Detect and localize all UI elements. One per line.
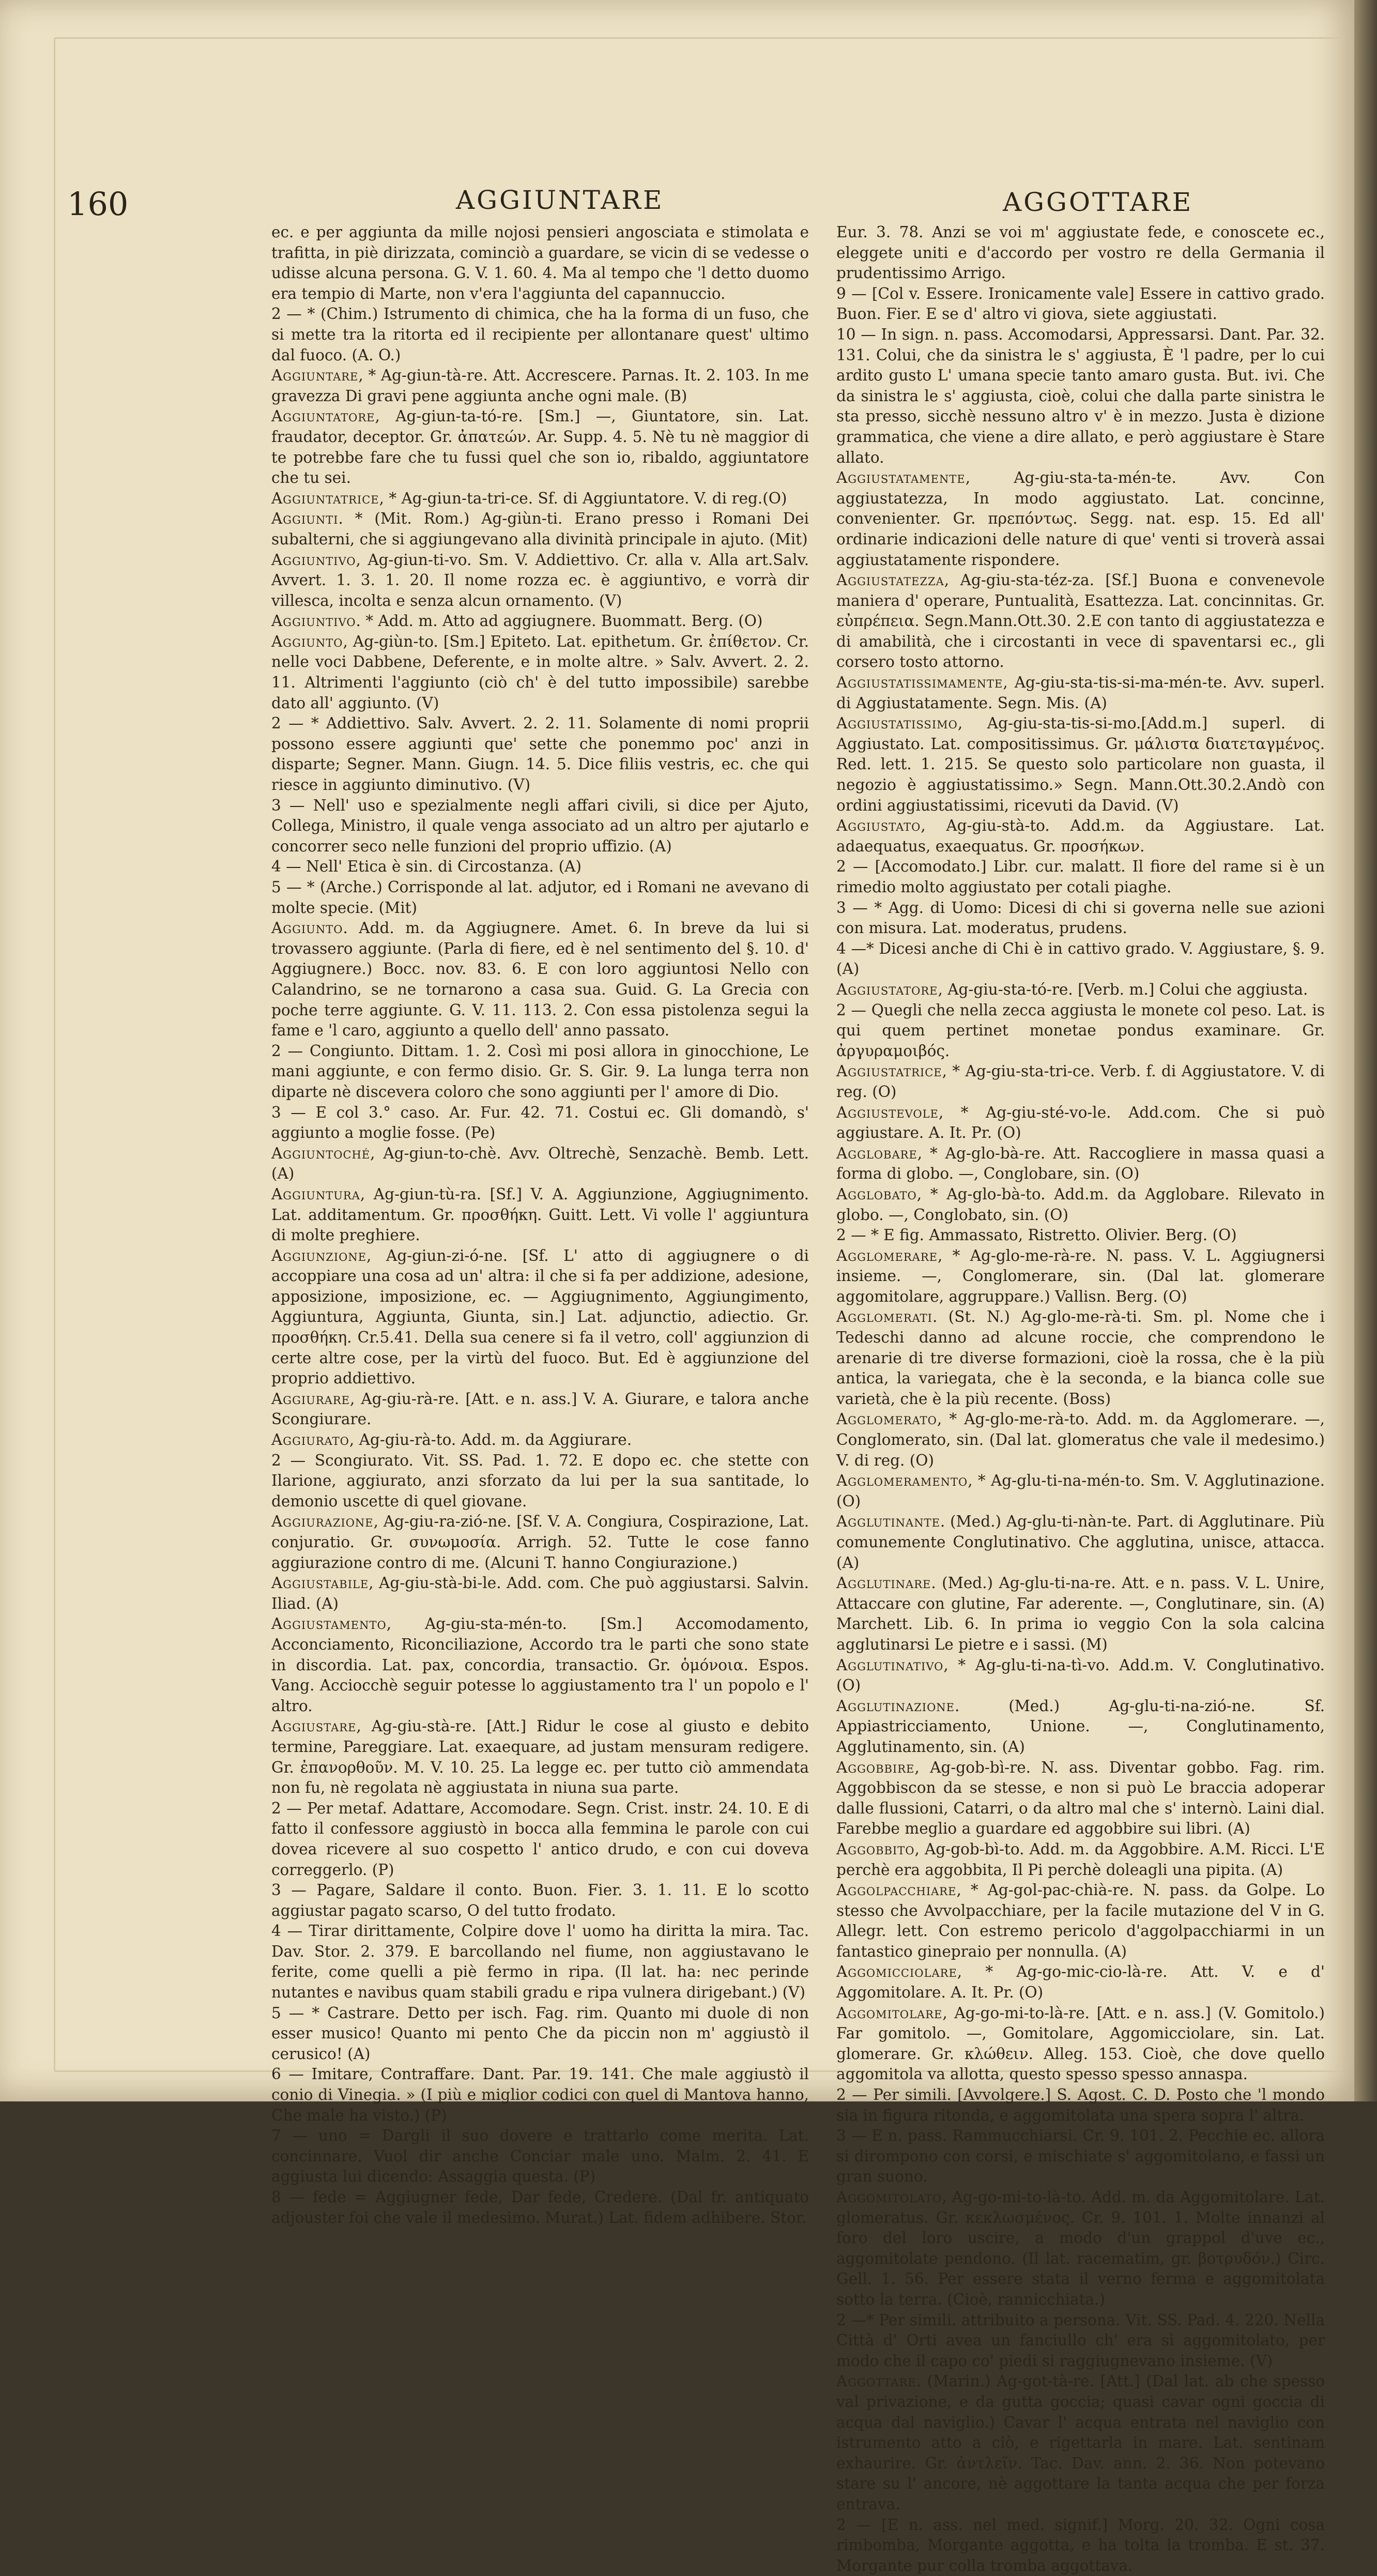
- dictionary-entry: [271, 489, 809, 509]
- entry-text: , Ag-giu-ra-zió-ne. [Sf. V. A. Congiura, Cospirazione, Lat. conjuratio. Gr. συνωμοσία. Arrigh. 52. Tutte le cose fanno aggiurazione contro di me. (Alcuni T. hanno Congiurazione.): [271, 1513, 809, 1571]
- entry-headword: Aggiustamento: [271, 1615, 387, 1633]
- dictionary-entry: [271, 1389, 809, 1430]
- entry-text: 9 — [Col v. Essere. Ironicamente vale] Essere in cattivo grado. Buon. Fier. E se d' altro vi giova, siete aggiustati.: [836, 285, 1325, 323]
- entry-headword: Agglomeramento: [836, 1472, 968, 1489]
- dictionary-entry: [271, 918, 809, 1041]
- entry-headword: Aggolpacchiare: [836, 1881, 956, 1899]
- entry-headword: Aggiustevole: [836, 1104, 939, 1121]
- entry-text: . (St. N.) Ag-glo-me-rà-ti. Sm. pl. Nome che i Tedeschi danno ad alcune roccie, che comprendono le arenarie di tre diverse formazioni, cioè la rossa, che è la più antica, la variegata, che è la seconda, e la bianca colle sue varietà, che è la più recente. (Boss): [836, 1308, 1325, 1407]
- dictionary-entry: [271, 304, 809, 365]
- entry-text: 3 — E n. pass. Rammucchiarsi. Cr. 9. 101. 2. Pecchie ec. allora si dirompono con corsi, e mischiate s' aggomitolano, e fassi un gran suono.: [836, 2127, 1325, 2185]
- entry-text: , Ag-go-mi-to-là-to. Add. m. da Aggomitolare. Lat. glomeratus. Gr. κεκλωσμένος. Cr. 9. 101. 1. Molte innanzi al foro del loro uscire, a modo d'un grappol d'uve ec., aggomitolate pendono. (Il lat. racematim, gr. βοτρυδόν.) Circ. Gell. 1. 56. Per essere stata il verno ferma e aggomitolata sotto la terra. (Cioè, rannicchiata.): [836, 2188, 1325, 2308]
- entry-text: , * Ag-go-mic-cio-là-re. Att. V. e d' Aggomitolare. A. It. Pr. (O): [836, 1963, 1325, 2001]
- dictionary-entry: [836, 673, 1325, 713]
- entry-headword: Agglomerati: [836, 1308, 932, 1325]
- entry-headword: Aggobbito: [836, 1840, 914, 1858]
- entry-headword: Aggiunto: [271, 633, 343, 650]
- entry-text: , Ag-giu-stà-re. [Att.] Ridur le cose al giusto e debito termine, Pareggiare. Lat. exaequare, ad justam mensuram redigere. Gr. ἐπανορθοῦν. M. V. 10. 25. La legge ec. per tutto ciò ammendata non fu, nè regolata nè aggiustata in niuna sua parte.: [271, 1717, 809, 1796]
- entry-text: , * Ag-glo-me-rà-re. N. pass. V. L. Aggiugnersi insieme. —, Conglomerare, sin. (Dal lat. glomerare aggomitolare, aggruppare.) Vallisn. Berg. (O): [836, 1247, 1325, 1305]
- entry-text: , Ag-gob-bì-to. Add. m. da Aggobbire. A.M. Ricci. L'E perchè era aggobbita, Il Pi perchè doleagli una pipita. (A): [836, 1840, 1325, 1879]
- entry-text: , Ag-gob-bì-re. N. ass. Diventar gobbo. Fag. rim. Aggobbiscon da se stesse, e non si può Le braccia adoperar dalle flussioni, Catarri, o da altro mal che s' internò. Laini dial. Farebbe meglio a guardare ed aggobbire sui libri. (A): [836, 1759, 1325, 1838]
- entry-headword: Agglutinante: [836, 1513, 940, 1530]
- dictionary-entry: [836, 468, 1325, 570]
- dictionary-entry: [271, 550, 809, 612]
- entry-text: 2 — Scongiurato. Vit. SS. Pad. 1. 72. E dopo ec. che stette con Ilarione, aggiurato, anzi sforzato da lui per la sua santitade, lo demonio uscette di quel giovane.: [271, 1452, 809, 1510]
- dictionary-entry: [271, 1184, 809, 1246]
- dictionary-entry: [271, 1614, 809, 1716]
- dictionary-entry: [836, 2085, 1325, 2126]
- dictionary-entry: [836, 1471, 1325, 1512]
- dictionary-entry: [836, 1962, 1325, 2003]
- entry-headword: Aggiustabile: [271, 1574, 369, 1592]
- dictionary-entry: [271, 1573, 809, 1614]
- entry-headword: Aggiuntare: [271, 367, 358, 384]
- entry-headword: Aggiurare: [271, 1390, 350, 1408]
- dictionary-entry: [836, 980, 1325, 1000]
- next-page-edge: [1354, 0, 1377, 2101]
- entry-text: , * Ag-giu-sta-tri-ce. Verb. f. di Aggiustatore. V. di reg. (O): [836, 1062, 1325, 1101]
- entry-text: 2 — Per simili. [Avvolgere.] S. Agost. C. D. Posto che 'l mondo sia in figura ritonda, e aggomitolata una spera sopra l' altra.: [836, 2086, 1325, 2124]
- entry-headword: Aggiustatezza: [836, 571, 944, 589]
- entry-text: , * Ag-glu-ti-na-tì-vo. Add.m. V. Conglutinativo. (O): [836, 1656, 1325, 1695]
- entry-text: 8 — fede = Aggiugner fede, Dar fede, Credere. (Dal fr. antiquato adjouster foi che vale il medesimo. Murat.) Lat. fidem adhibere. Stor.: [271, 2188, 809, 2227]
- entry-text: , Ag-giu-sta-ta-mén-te. Avv. Con aggiustatezza, In modo aggiustato. Lat. concinne, convenienter. Gr. πρεπόντως. Segg. nat. esp. 15. Ed all' ordinarie indicazioni delle nature di que' venti si troverà assai aggiustatamente rispondere.: [836, 469, 1325, 568]
- entry-headword: Agglutinazione: [836, 1697, 955, 1715]
- entry-text: 7 — uno = Dargli il suo dovere e trattarlo come merita. Lat. concinnare. Vuol dir anche Conciar male uno. Malm. 2. 41. E aggiusta lui dicendo: Assaggia questa. (P): [271, 2127, 809, 2185]
- entry-text: , Ag-giun-ta-tó-re. [Sm.] —, Giuntatore, sin. Lat. fraudator, deceptor. Gr. ἀπατεών. Ar. Supp. 4. 5. Nè tu nè maggior di te potrebbe fare che tu fussi quel che son io, ribaldo, aggiuntatore che tu sei.: [271, 407, 809, 486]
- entry-text: , * Ag-glo-me-rà-to. Add. m. da Agglomerare. —, Conglomerato, sin. (Dal lat. glomeratus che vale il medesimo.) V. di reg. (O): [836, 1410, 1325, 1469]
- entry-text: . (Med.) Ag-glu-ti-na-zió-ne. Sf. Appiastricciamento, Unione. —, Conglutinamento, Agglutinamento, sin. (A): [836, 1697, 1325, 1756]
- entry-text: , * Ag-giun-ta-tri-ce. Sf. di Aggiuntatore. V. di reg.(O): [379, 490, 787, 507]
- entry-text: 2 —* Per simili. attribuito a persona. Vit. SS. Pad. 4. 220. Nella Città d' Orti avea un fanciullo ch' era sì aggomitolato, per modo che il capo co' piedi si raggiugnevano insieme. (V): [836, 2311, 1325, 2370]
- dictionary-entry: [836, 1409, 1325, 1471]
- entry-headword: Agglutinare: [836, 1574, 931, 1592]
- entry-text: Eur. 3. 78. Anzi se voi m' aggiustate fede, e conoscete ec., eleggete uniti e d'accordo per vostro re della Germania il prudentissimo Arrigo.: [836, 223, 1325, 282]
- dictionary-entry: [836, 2187, 1325, 2310]
- entry-text: . Add. m. da Aggiugnere. Amet. 6. In breve da lui si trovassero aggiunte. (Parla di fiere, ed è nel sentimento del §. 10. d' Aggiugnere.) Bocc. nov. 83. 6. E con loro aggiuntosi Nello con Calandrino, se ne tornarono a casa sua. Guid. G. La Grecia con poche terre aggiunte. G. V. 11. 113. 2. Con essa pistolenza segui la fame e 'l caro, aggiunto a quello dell' anno passato.: [271, 919, 809, 1039]
- entry-headword: Agglutinativo: [836, 1656, 943, 1674]
- entry-headword: Aggiuntoché: [271, 1145, 370, 1162]
- entry-headword: Aggiurato: [271, 1431, 349, 1449]
- dictionary-entry: [271, 611, 809, 632]
- dictionary-entry: [271, 2187, 809, 2228]
- entry-text: 2 — [E n. ass. nel med. signif.] Morg. 20. 32. Ogni cosa rimbomba, Morgante aggotta, e ha tolta la tromba. E st. 37. Morgante pur colla tromba aggottava.: [836, 2516, 1325, 2574]
- dictionary-entry: [271, 1103, 809, 1144]
- entry-text: 3 — * Agg. di Uomo: Dicesi di chi si governa nelle sue azioni con misura. Lat. moderatus, prudens.: [836, 899, 1325, 937]
- dictionary-entry: [836, 1696, 1325, 1758]
- entry-headword: Aggiuntura: [271, 1185, 360, 1203]
- dictionary-entry: [836, 713, 1325, 816]
- entry-text: . (Med.) Ag-glu-ti-nàn-te. Part. di Agglutinare. Più comunemente Conglutinativo. Che agglutina, unisce, attacca. (A): [836, 1513, 1325, 1571]
- left-column: [271, 222, 809, 2016]
- dictionary-entry: [836, 1307, 1325, 1409]
- dictionary-entry: [836, 284, 1325, 325]
- dictionary-entry: [836, 939, 1325, 980]
- running-header: [67, 179, 1334, 225]
- entry-text: , Ag-giun-to-chè. Avv. Oltrechè, Senzachè. Bemb. Lett. (A): [271, 1145, 809, 1183]
- entry-headword: Aggiuntatrice: [271, 490, 379, 507]
- entry-text: , Ag-giu-sta-tis-si-mo.[Add.m.] superl. di Aggiustato. Lat. compositissimus. Gr. μάλιστα διατεταγμένος. Red. lett. 1. 215. Se questo solo particolare non guasta, il negozio è aggiustatissimo.» Segn. Mann.Ott.30.2.Andò con ordini aggiustatissimi, ricevuti da David. (V): [836, 714, 1325, 814]
- entry-text: . (Marin.) Ag-got-tà-re. [Att.] (Dal lat. ab che spesso val privazione, e da gutta goccia; quasi cavar ogni goccia di acqua dal naviglio.) Cavar l' acqua entrata nel naviglio con istrumento atto a ciò, e rigettarla in mare. Lat. sentinam exhaurire. Gr. ἀντλεῖν. Tac. Dav. ann. 2. 36. Non potevano stare su l' ancore, nè aggottare la tanta acqua che per forza entrava.: [836, 2372, 1325, 2513]
- entry-text: 4 — Nell' Etica è sin. di Circostanza. (A): [271, 858, 582, 875]
- dictionary-entry: [836, 2371, 1325, 2514]
- dictionary-entry: [836, 1655, 1325, 1696]
- entry-text: , Ag-giu-sta-tó-re. [Verb. m.] Colui che aggiusta.: [938, 981, 1308, 998]
- entry-headword: Aggiunzione: [271, 1247, 366, 1264]
- dictionary-entry: [836, 1880, 1325, 1962]
- dictionary-entry: [271, 796, 809, 857]
- entry-text: , * Ag-giun-tà-re. Att. Accrescere. Parnas. It. 2. 103. In me gravezza Di gravi pene aggiunta anche ogni male. (B): [271, 367, 809, 405]
- dictionary-entry: [271, 1798, 809, 1880]
- entry-headword: Agglobato: [836, 1185, 917, 1203]
- entry-text: , Ag-giu-rà-re. [Att. e n. ass.] V. A. Giurare, e talora anche Scongiurare.: [271, 1390, 809, 1428]
- dictionary-entry: [271, 1921, 809, 2003]
- entry-headword: Aggiurazione: [271, 1513, 374, 1530]
- page-number: 160: [67, 185, 128, 223]
- dictionary-entry: [271, 1880, 809, 1921]
- dictionary-entry: [836, 2310, 1325, 2372]
- entry-text: 2 — Quegli che nella zecca aggiusta le monete col peso. Lat. is qui quem pertinet monetae pondus examinare. Gr. ἀργυραμοιβός.: [836, 1001, 1325, 1060]
- dictionary-entry: [271, 1246, 809, 1389]
- right-column: [836, 222, 1325, 2016]
- dictionary-entry: [271, 1451, 809, 1512]
- entry-headword: Aggottare: [836, 2372, 916, 2390]
- entry-text: 5 — * (Arche.) Corrisponde al lat. adjutor, ed i Romani ne avevano di molte specie. (Mit): [271, 878, 809, 917]
- entry-text: , Ag-go-mi-to-là-re. [Att. e n. ass.] (V. Gomitolo.) Far gomitolo. —, Gomitolare, Aggomicciolare, sin. Lat. glomerare. Gr. κλώθειν. Alleg. 153. Cioè, che dove quello aggomitola va allotta, questo spesso spesso annaspa.: [836, 2004, 1325, 2083]
- dictionary-entry: [271, 406, 809, 488]
- dictionary-entry: [836, 857, 1325, 897]
- dictionary-entry: [836, 1512, 1325, 1573]
- dictionary-entry: [836, 1184, 1325, 1225]
- dictionary-entry: [836, 2003, 1325, 2085]
- entry-headword: Aggiuntatore: [271, 407, 375, 425]
- entry-headword: Aggiustatrice: [836, 1062, 942, 1080]
- entry-text: , Ag-giu-sta-tis-si-ma-mén-te. Avv. superl. di Aggiustatamente. Segn. Mis. (A): [836, 674, 1325, 712]
- entry-text: . * Add. m. Atto ad aggiugnere. Buommatt. Berg. (O): [356, 612, 763, 630]
- entry-text: 6 — Imitare, Contraffare. Dant. Par. 19. 141. Che male aggiustò il conio di Vinegia. » (I più e miglior codici con quel di Mantova hanno, Che male ha visto.) (P): [271, 2065, 809, 2124]
- entry-text: , Ag-giun-tù-ra. [Sf.] V. A. Aggiunzione, Aggiugnimento. Lat. additamentum. Gr. προσθήκη. Guitt. Lett. Vi volle l' aggiuntura di molte preghiere.: [271, 1185, 809, 1244]
- entry-text: 10 — In sign. n. pass. Accomodarsi, Appressarsi. Dant. Par. 32. 131. Colui, che da sinistra le s' aggiusta, È 'l padre, per lo cui ardito gusto L' umana specie tanto amaro gusta. But. ivi. Che da sinistra le s' aggiusta, cioè, colui che dalla parte sinistra le sta presso, sicchè nessuno altro v' è in mezzo. Justa è dizione grammatica, che viene a dire allato, e però aggiustare è Stare allato.: [836, 326, 1325, 466]
- entry-headword: Aggomitolare: [836, 2004, 942, 2022]
- dictionary-entry: [271, 2126, 809, 2187]
- dictionary-entry: [271, 1041, 809, 1103]
- right-column-heading: AGGOTTARE: [1003, 187, 1193, 217]
- dictionary-entry: [836, 1144, 1325, 1184]
- entry-text: 4 —* Dicesi anche di Chi è in cattivo grado. V. Aggiustare, §. 9. (A): [836, 940, 1325, 978]
- entry-headword: Aggiustatissimo: [836, 714, 958, 732]
- entry-headword: Aggiustatore: [836, 981, 938, 998]
- dictionary-entry: [271, 1430, 809, 1451]
- dictionary-entry: [271, 857, 809, 877]
- dictionary-entry: [271, 509, 809, 550]
- entry-text: , Ag-giun-zi-ó-ne. [Sf. L' atto di aggiugnere o di accoppiare una cosa ad un' altra: il che si fa per addizione, adesione, apposizione, imposizione, ec. — Aggiugnimento, Aggiungimento, Aggiuntura, Aggiunta, Giunta, sin.] Lat. adjunctio, adiectio. Gr. προσθήκη. Cr.5.41. Della sua cenere si fa il vetro, coll' aggiunzion di certe altre cose, per la virtù del fuoco. But. Ed è aggiunzione del proprio addiettivo.: [271, 1247, 809, 1388]
- dictionary-entry: [271, 365, 809, 406]
- entry-text: 3 — Nell' uso e spezialmente negli affari civili, si dice per Ajuto, Collega, Ministro, il quale venga associato ad un altro per ajutarlo e concorrer seco nelle funzioni del proprio uffizio. (A): [271, 797, 809, 855]
- dictionary-entry: [271, 2003, 809, 2065]
- dictionary-entry: [836, 1000, 1325, 1062]
- entry-text: , Ag-giu-rà-to. Add. m. da Aggiurare.: [349, 1431, 632, 1449]
- entry-text: . (Med.) Ag-glu-ti-na-re. Att. e n. pass. V. L. Unire, Attaccare con glutine, Far aderente. —, Conglutinare, sin. (A) Marchett. Lib. 6. In prima io veggio Con la sola calcina agglutinarsi Le pietre e i sassi. (M): [836, 1574, 1325, 1653]
- entry-headword: Aggiunto: [271, 919, 343, 937]
- dictionary-entry: [271, 2064, 809, 2126]
- entry-text: 2 — * E fig. Ammassato, Ristretto. Olivier. Berg. (O): [836, 1226, 1237, 1244]
- entry-headword: Agglomerare: [836, 1247, 938, 1264]
- dictionary-entry: [836, 2515, 1325, 2576]
- dictionary-entry: [836, 1758, 1325, 1839]
- dictionary-entry: [836, 325, 1325, 468]
- dictionary-entry: [271, 877, 809, 918]
- dictionary-entry: [271, 1512, 809, 1573]
- entry-text: 2 — [Accomodato.] Libr. cur. malatt. Il fiore del rame si è un rimedio molto aggiustato per cotali piaghe.: [836, 858, 1325, 896]
- dictionary-entry: [271, 1144, 809, 1184]
- dictionary-entry: [836, 816, 1325, 857]
- entry-headword: Aggiustato: [836, 817, 921, 834]
- dictionary-entry: [271, 222, 809, 304]
- dictionary-entry: [271, 713, 809, 795]
- entry-headword: Aggomitolato: [836, 2188, 942, 2206]
- entry-text: 3 — Pagare, Saldare il conto. Buon. Fier. 3. 1. 11. E lo scotto aggiustar pagato scarso, O del tutto frodato.: [271, 1881, 809, 1919]
- entry-headword: Aggomicciolare: [836, 1963, 957, 1980]
- entry-text: 3 — E col 3.° caso. Ar. Fur. 42. 71. Costui ec. Gli domandò, s' aggiunto a moglie fosse. (Pe): [271, 1104, 809, 1142]
- entry-headword: Aggiustatissimamente: [836, 674, 1003, 691]
- entry-text: , Ag-giu-sta-téz-za. [Sf.] Buona e convenevole maniera d' operare, Puntualità, Esattezza. Lat. concinnitas. Gr. εὐπρέπεια. Segn.Mann.Ott.30. 2.E con tanto di aggiustatezza e di amabilità, che i circostanti in vece di spaventarsi ec., gli corsero tosto attorno.: [836, 571, 1325, 670]
- entry-headword: Aggiuntivo: [271, 551, 356, 569]
- dictionary-entry: [271, 1716, 809, 1798]
- left-column-heading: AGGIUNTARE: [456, 185, 664, 215]
- entry-text: 2 — * Addiettivo. Salv. Avvert. 2. 2. 11. Solamente di nomi proprii possono essere aggiunti que' sette che ponemmo poc' anzi in disparte; Segner. Mann. Giugn. 14. 5. Dice filiis vestris, ec. che qui riesce in aggiunto diminutivo. (V): [271, 714, 809, 794]
- dictionary-entry: [836, 898, 1325, 939]
- entry-headword: Aggiuntivo: [271, 612, 356, 630]
- dictionary-entry: [836, 1061, 1325, 1102]
- entry-text: , Ag-giu-stà-bi-le. Add. com. Che può aggiustarsi. Salvin. Iliad. (A): [271, 1574, 809, 1612]
- dictionary-entry: [836, 1103, 1325, 1144]
- entry-text: 5 — * Castrare. Detto per isch. Fag. rim. Quanto mi duole di non esser musico! Quanto mi pento Che da piccin non m' aggiustò il cerusico! (A): [271, 2004, 809, 2063]
- dictionary-entry: [836, 1225, 1325, 1246]
- entry-text: 4 — Tirar dirittamente, Colpire dove l' uomo ha diritta la mira. Tac. Dav. Stor. 2. 379. E barcollando nel fiume, non aggiustavano le ferite, come quelli a piè fermo in ripa. (Il lat. ha: nec perinde nutantes e navibus quam stabili gradu e ripa vulnera dirigebant.) (V): [271, 1922, 809, 2001]
- entry-headword: Agglobare: [836, 1145, 917, 1162]
- entry-text: , Ag-giun-ti-vo. Sm. V. Addiettivo. Cr. alla v. Alla art.Salv. Avvert. 1. 3. 1. 20. Il nome rozza ec. è aggiuntivo, e vorrà dir villesca, incolta e senza alcun ornamento. (V): [271, 551, 809, 609]
- entry-headword: Aggiustare: [271, 1717, 356, 1735]
- entry-text: , Ag-giu-stà-to. Add.m. da Aggiustare. Lat. adaequatus, exaequatus. Gr. προσήκων.: [836, 817, 1325, 855]
- dictionary-entry: [836, 2126, 1325, 2187]
- dictionary-entry: [836, 570, 1325, 673]
- entry-text: 2 — Per metaf. Adattare, Accomodare. Segn. Crist. instr. 24. 10. E di fatto il confessore aggiustò in bocca alla femmina le parole con cui dovea ricevere al suo cospetto l' antico drudo, e con cui doveva correggerlo. (P): [271, 1800, 809, 1879]
- entry-text: , Ag-giùn-to. [Sm.] Epiteto. Lat. epithetum. Gr. ἐπίθετον. Cr. nelle voci Dabbene, Deferente, e in molte altre. » Salv. Avvert. 2. 2. 11. Altrimenti l'aggiunto (ciò ch' è del tutto impossibile) sarebbe dato all' aggiunto. (V): [271, 633, 809, 712]
- dictionary-entry: [836, 1839, 1325, 1880]
- entry-text: , * Ag-glo-bà-to. Add.m. da Agglobare. Rilevato in globo. —, Conglobato, sin. (O): [836, 1185, 1325, 1224]
- entry-text: , * Ag-glu-ti-na-mén-to. Sm. V. Agglutinazione. (O): [836, 1472, 1325, 1510]
- entry-text: , * Ag-glo-bà-re. Att. Raccogliere in massa quasi a forma di globo. —, Conglobare, sin. (O): [836, 1145, 1325, 1183]
- entry-text: , * Ag-gol-pac-chià-re. N. pass. da Golpe. Lo stesso che Avvolpacchiare, per la facile mutazione del V in G. Allegr. lett. Con estremo pericolo d'aggolpacchiarmi in un fantastico ginepraio per nonnulla. (A): [836, 1881, 1325, 1960]
- dictionary-entry: [836, 1246, 1325, 1307]
- dictionary-entry: [836, 1573, 1325, 1655]
- entry-text: , Ag-giu-sta-mén-to. [Sm.] Accomodamento, Acconciamento, Riconciliazione, Accordo tra le parti che sono state in discordia. Lat. pax, concordia, transactio. Gr. ὁμόνοια. Espos. Vang. Acciocchè seguir potesse lo aggiustamento tra l' un popolo e l' altro.: [271, 1615, 809, 1714]
- entry-headword: Agglomerato: [836, 1410, 937, 1428]
- entry-headword: Aggobbire: [836, 1759, 914, 1776]
- dictionary-entry: [271, 632, 809, 713]
- entry-headword: Aggiunti: [271, 510, 339, 527]
- entry-text: , * Ag-giu-sté-vo-le. Add.com. Che si può aggiustare. A. It. Pr. (O): [836, 1104, 1325, 1142]
- entry-text: ec. e per aggiunta da mille nojosi pensieri angosciata e stimolata e trafitta, in piè dirizzata, cominciò a guardare, se vicin di se vedesse o udisse alcuna persona. G. V. 1. 60. 4. Ma al tempo che 'l detto duomo era tempio di Marte, non v'era l'aggiunta del capannuccio.: [271, 223, 809, 302]
- entry-text: 2 — * (Chim.) Istrumento di chimica, che ha la forma di un fuso, che si mette tra la ritorta ed il recipiente per allontanare quest' ultimo dal fuoco. (A. O.): [271, 305, 809, 363]
- dictionary-entry: [836, 222, 1325, 284]
- entry-headword: Aggiustatamente: [836, 469, 966, 486]
- entry-text: . * (Mit. Rom.) Ag-giùn-ti. Erano presso i Romani Dei subalterni, che si aggiungevano alla divinità principale in ajuto. (Mit): [271, 510, 809, 548]
- entry-text: 2 — Congiunto. Dittam. 1. 2. Così mi posi allora in ginocchione, Le mani aggiunte, e con fermo disio. Gr. S. Gir. 9. La lunga terra non diparte nè discevera coloro che sono aggiunti per l' amore di Dio.: [271, 1042, 809, 1101]
